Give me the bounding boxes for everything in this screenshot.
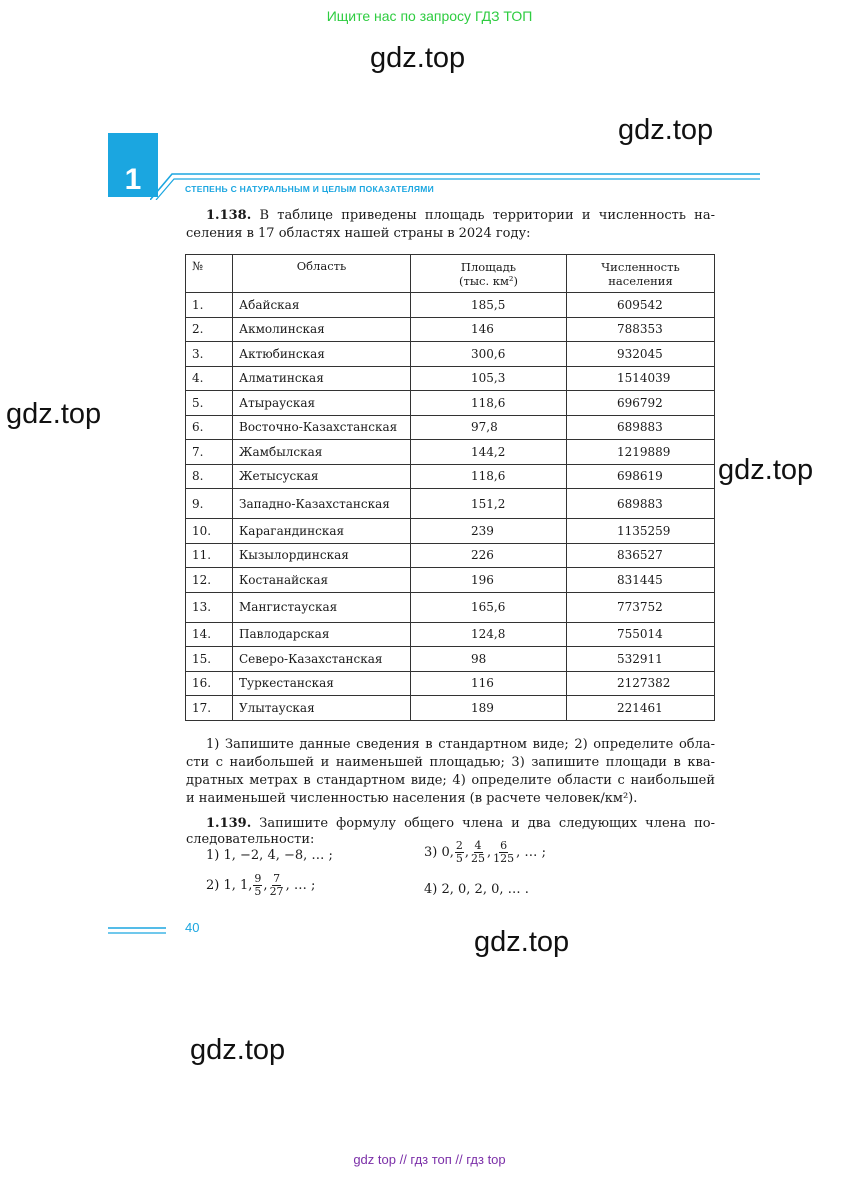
row-number: 10. [186,519,233,544]
table-header-row [186,255,715,293]
row-number: 5. [186,391,233,416]
row-population: 932045 [567,342,715,367]
row-region: Атырауская [233,391,411,416]
row-region: Абайская [233,293,411,318]
row-region: Жамбылская [233,440,411,465]
row-region: Западно-Казахстанская [233,489,411,519]
table-row [186,440,715,465]
table-row [186,342,715,367]
row-region: Северо-Казахстанская [233,647,411,672]
row-population: 788353 [567,317,715,342]
row-region: Восточно-Казахстанская [233,415,411,440]
row-area: 151,2 [411,489,567,519]
page-number: 40 [185,920,200,935]
fraction: $\frac{2}{5}$ [455,839,463,865]
watermark: gdz.top [618,114,714,146]
watermark: gdz.top [474,926,570,958]
table-row [186,366,715,391]
row-area: 116 [411,671,567,696]
header-number: № [186,255,233,293]
sequence-3: 3) 0, $\frac{2}{5}$ , $\frac{4}{25}$ , $\frac{6}{125}$ , … ; [424,839,546,865]
row-population: 221461 [567,696,715,721]
row-population: 1135259 [567,519,715,544]
row-population: 698619 [567,464,715,489]
table-row [186,293,715,318]
task-1138-intro-line1: 1.138. В таблице приведены площадь территории и численность на- [206,208,715,223]
row-area: 185,5 [411,293,567,318]
row-population: 609542 [567,293,715,318]
row-area: 189 [411,696,567,721]
watermark: gdz.top [718,454,814,486]
row-area: 300,6 [411,342,567,367]
table-row [186,317,715,342]
row-number: 9. [186,489,233,519]
row-area: 239 [411,519,567,544]
row-number: 17. [186,696,233,721]
row-region: Улытауская [233,696,411,721]
sequence-1: 1) 1, −2, 4, −8, … ; [206,848,333,863]
row-region: Карагандинская [233,519,411,544]
regions-table [185,254,715,721]
table-row [186,391,715,416]
watermark: gdz.top [6,398,102,430]
table-row [186,464,715,489]
row-population: 1219889 [567,440,715,465]
section-title: СТЕПЕНЬ С НАТУРАЛЬНЫМ И ЦЕЛЫМ ПОКАЗАТЕЛЯМИ [185,184,435,194]
footer-rule [108,925,166,937]
row-area: 226 [411,543,567,568]
row-region: Туркестанская [233,671,411,696]
row-region: Мангистауская [233,592,411,622]
fraction: $\frac{4}{25}$ [471,839,486,865]
row-area: 146 [411,317,567,342]
row-area: 105,3 [411,366,567,391]
row-number: 15. [186,647,233,672]
row-area: 118,6 [411,464,567,489]
row-number: 3. [186,342,233,367]
row-population: 689883 [567,489,715,519]
table-row [186,622,715,647]
task-1138-intro-line2: селения в 17 областях нашей страны в 2024 году: [186,226,531,241]
table-row [186,568,715,593]
task-number: 1.139. [206,816,252,831]
row-population: 755014 [567,622,715,647]
table-row [186,671,715,696]
row-number: 16. [186,671,233,696]
sequence-4: 4) 2, 0, 2, 0, … . [424,882,529,897]
table-row [186,696,715,721]
bottom-links[interactable]: gdz top // гдз топ // гдз top [353,1152,506,1167]
row-number: 4. [186,366,233,391]
sequence-2: 2) 1, 1, $\frac{9}{5}$ , $\frac{7}{27}$ , … ; [206,872,316,898]
row-population: 836527 [567,543,715,568]
row-number: 8. [186,464,233,489]
row-area: 124,8 [411,622,567,647]
row-population: 532911 [567,647,715,672]
row-area: 118,6 [411,391,567,416]
row-population: 773752 [567,592,715,622]
table-row [186,519,715,544]
fraction: $\frac{6}{125}$ [493,839,515,865]
watermark: gdz.top [370,42,466,74]
row-region: Алматинская [233,366,411,391]
row-population: 831445 [567,568,715,593]
task-1139-line1: 1.139. Запишите формулу общего члена и два следующих члена по- [206,816,715,831]
row-area: 196 [411,568,567,593]
table-row [186,647,715,672]
row-region: Актюбинская [233,342,411,367]
row-population: 2127382 [567,671,715,696]
task-number: 1.138. [206,208,252,223]
top-search-link[interactable]: Ищите нас по запросу ГДЗ ТОП [326,8,533,24]
row-population: 1514039 [567,366,715,391]
row-region: Павлодарская [233,622,411,647]
watermark: gdz.top [190,1034,286,1066]
fraction: $\frac{7}{27}$ [269,872,284,898]
row-number: 1. [186,293,233,318]
row-region: Акмолинская [233,317,411,342]
table-row [186,543,715,568]
table-row [186,489,715,519]
row-population: 689883 [567,415,715,440]
row-number: 11. [186,543,233,568]
task-1138-questions: 1) Запишите данные сведения в стандартном виде; 2) определите обла- сти с наибольшей и наименьшей площадью; 3) запишите площади в ква- дратных метрах в стандартном виде; 4) определите области с наибольшей и наименьшей численностью населения (в расчете человек/км²). [186,737,715,806]
row-number: 7. [186,440,233,465]
row-number: 12. [186,568,233,593]
row-area: 98 [411,647,567,672]
table-row [186,592,715,622]
row-area: 97,8 [411,415,567,440]
row-population: 696792 [567,391,715,416]
table-row [186,415,715,440]
chapter-number: 1 [124,163,142,196]
row-region: Костанайская [233,568,411,593]
row-area: 165,6 [411,592,567,622]
row-area: 144,2 [411,440,567,465]
header-area: Площадь (тыс. км²) [411,255,567,293]
row-region: Кызылординская [233,543,411,568]
row-number: 14. [186,622,233,647]
row-region: Жетысуская [233,464,411,489]
row-number: 13. [186,592,233,622]
row-number: 2. [186,317,233,342]
header-population: Численность населения [567,255,715,293]
fraction: $\frac{9}{5}$ [254,872,262,898]
task-1139-line2: следовательности: [186,832,315,847]
header-region: Область [233,255,411,293]
row-number: 6. [186,415,233,440]
